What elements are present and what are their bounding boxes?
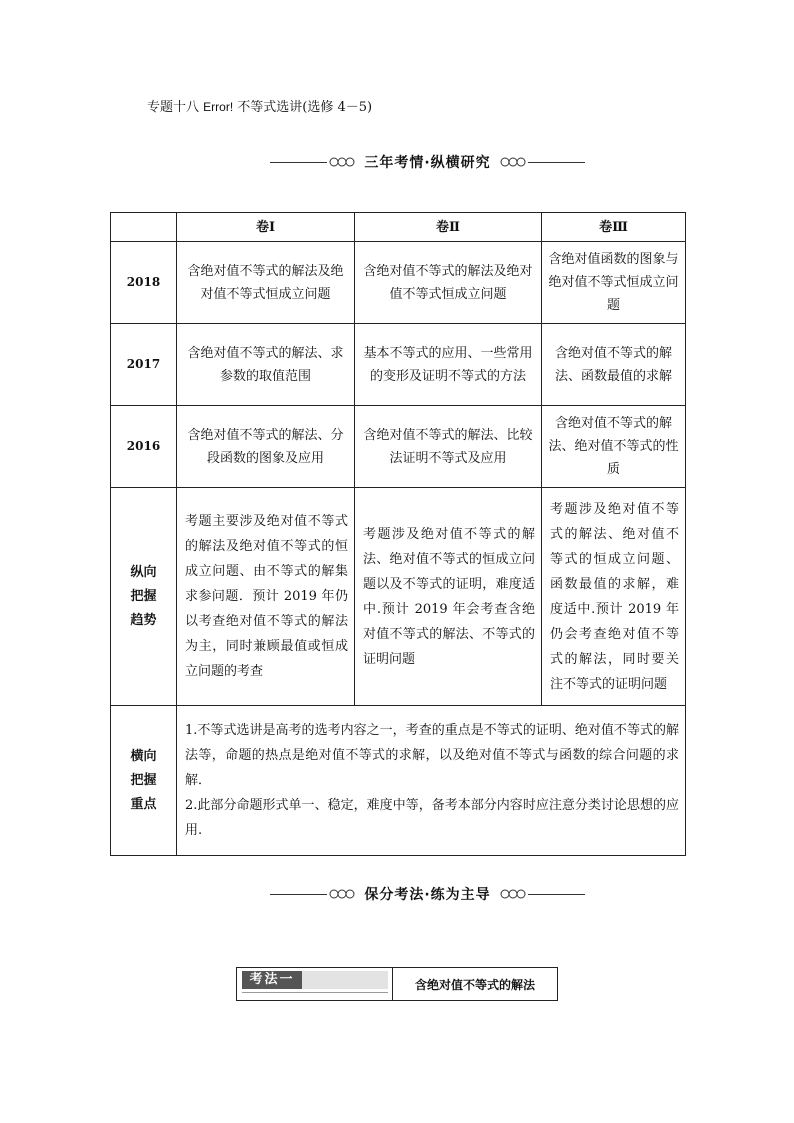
ornament-icon bbox=[329, 887, 359, 901]
table-cell: 基本不等式的应用、一些常用的变形及证明不等式的方法 bbox=[355, 324, 542, 406]
banner-title: 三年考情·纵横研究 bbox=[364, 155, 491, 171]
exam-analysis-table bbox=[110, 212, 686, 856]
method-tag-area bbox=[237, 968, 393, 1000]
table-header-row bbox=[111, 213, 686, 242]
table-cell: 含绝对值不等式的解法、分段函数的图象及应用 bbox=[177, 406, 355, 488]
section-banner-bottom bbox=[270, 883, 585, 905]
row-label: 2016 bbox=[111, 406, 177, 488]
row-label: 纵向把握趋势 bbox=[111, 488, 177, 706]
row-label: 2018 bbox=[111, 242, 177, 324]
table-row bbox=[111, 706, 686, 856]
banner-rule-right bbox=[528, 162, 585, 163]
table-row bbox=[111, 242, 686, 324]
header-cell bbox=[111, 213, 177, 242]
table-row bbox=[111, 488, 686, 706]
table-cell: 考题涉及绝对值不等式的解法、绝对值不等式的恒成立问题以及不等式的证明，难度适中.预计 2019 年会考查含绝对值不等式的解法、不等式的证明问题 bbox=[355, 488, 542, 706]
table-cell-merged bbox=[177, 706, 686, 856]
title-prefix: 专题十八 bbox=[147, 100, 200, 115]
method-title: 含绝对值不等式的解法 bbox=[414, 977, 535, 992]
table-cell: 含绝对值不等式的解法及绝对值不等式恒成立问题 bbox=[355, 242, 542, 324]
section-banner-top bbox=[270, 151, 585, 173]
method-tag-bar bbox=[302, 971, 388, 989]
banner-rule-left bbox=[270, 162, 327, 163]
title-suffix: 不等式选讲(选修 4－5) bbox=[237, 100, 373, 115]
header-cell: 卷Ⅰ bbox=[177, 213, 355, 242]
ornament-icon bbox=[496, 155, 526, 169]
ornament-icon bbox=[496, 887, 526, 901]
banner-rule-left bbox=[270, 894, 327, 895]
document-title bbox=[147, 96, 372, 115]
table-row bbox=[111, 406, 686, 488]
method-tag-label: 考法一 bbox=[242, 971, 302, 989]
table-cell: 含绝对值不等式的解法及绝对值不等式恒成立问题 bbox=[177, 242, 355, 324]
row-label: 横向把握重点 bbox=[111, 706, 177, 856]
header-cell: 卷Ⅲ bbox=[542, 213, 686, 242]
table-row bbox=[111, 324, 686, 406]
focus-point-2: 2.此部分命题形式单一、稳定，难度中等，备考本部分内容时应注意分类讨论思想的应用. bbox=[185, 798, 679, 838]
focus-point-1: 1.不等式选讲是高考的选考内容之一，考查的重点是不等式的证明、绝对值不等式的解法等，命题的热点是绝对值不等式的求解，以及绝对值不等式与函数的综合问题的求解． bbox=[185, 723, 679, 788]
row-label: 2017 bbox=[111, 324, 177, 406]
table-cell: 考题涉及绝对值不等式的解法、绝对值不等式的恒成立问题、函数最值的求解，难度适中.预计 2019 年仍会考查绝对值不等式的解法，同时要关注不等式的证明问题 bbox=[542, 488, 686, 706]
table-cell: 含绝对值不等式的解法、函数最值的求解 bbox=[542, 324, 686, 406]
table-cell: 含绝对值函数的图象与绝对值不等式恒成立问题 bbox=[542, 242, 686, 324]
banner-rule-right bbox=[528, 894, 585, 895]
banner-title: 保分考法·练为主导 bbox=[364, 887, 491, 903]
header-cell: 卷Ⅱ bbox=[355, 213, 542, 242]
table-cell: 含绝对值不等式的解法、求参数的取值范围 bbox=[177, 324, 355, 406]
ornament-icon bbox=[329, 155, 359, 169]
title-error-text: Error! bbox=[203, 100, 234, 114]
method-header bbox=[236, 967, 558, 1001]
table-cell: 含绝对值不等式的解法、比较法证明不等式及应用 bbox=[355, 406, 542, 488]
table-cell: 考题主要涉及绝对值不等式的解法及绝对值不等式的恒成立问题、由不等式的解集求参问题．预计 2019 年仍以考查绝对值不等式的解法为主，同时兼顾最值或恒成立问题的考查 bbox=[177, 488, 355, 706]
table-cell: 含绝对值不等式的解法、绝对值不等式的性质 bbox=[542, 406, 686, 488]
method-tag-underline bbox=[242, 992, 388, 993]
